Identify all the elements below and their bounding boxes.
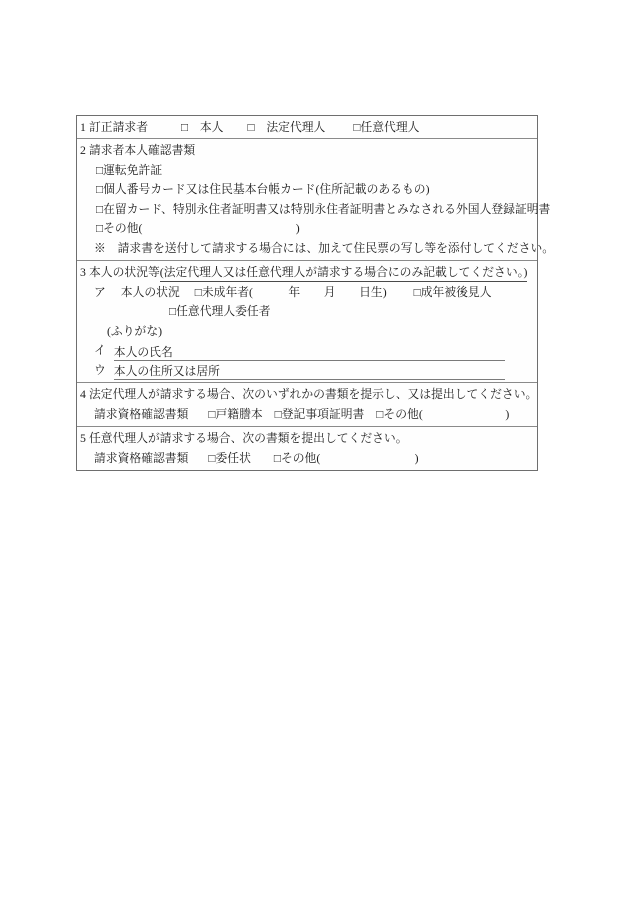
form-row-voluntary-representative [77, 426, 537, 470]
checkbox-option-principal[interactable]: □ 本人 [180, 120, 224, 134]
mail-request-note: ※ 請求書を送付して請求する場合には、加えて住民票の写し等を添付してください。 [94, 240, 555, 255]
checkbox-voluntary-agent-delegator[interactable]: □任意代理人委任者 [169, 304, 271, 318]
principal-name-field[interactable]: 本人の氏名 [114, 343, 505, 361]
principal-address-field[interactable]: 本人の住所又は居所 [114, 362, 505, 380]
voluntary-representative-title: 任意代理人が請求する場合、次の書類を提出してください。 [89, 431, 408, 445]
form-row-identity-documents [77, 138, 555, 260]
form-row-legal-representative [77, 382, 537, 426]
row-number: 5 [80, 431, 86, 445]
checkbox-drivers-license[interactable]: □運転免許証 [96, 162, 163, 177]
checkbox-minor[interactable]: □未成年者( 年 月 日生) [194, 284, 387, 299]
situation-title-condition: (法定代理人又は任意代理人が請求する場合にのみ記載してください。) [160, 264, 528, 282]
checkbox-option-legal-representative[interactable]: □ 法定代理人 [247, 120, 326, 134]
checkbox-registration-certificate[interactable]: □登記事項証明書 [274, 406, 365, 421]
row-number: 1 [80, 120, 86, 134]
situation-title: 本人の状況等 [89, 265, 160, 279]
checkbox-other-qualification[interactable]: □その他( ) [376, 406, 510, 421]
legal-representative-title: 法定代理人が請求する場合、次のいずれかの書類を提示し、又は提出してください。 [89, 387, 538, 401]
checkbox-residence-card[interactable]: □在留カード、特別永住者証明書又は特別永住者証明書とみなされる外国人登録証明書 [96, 201, 551, 216]
identity-documents-title: 請求者本人確認書類 [89, 143, 196, 157]
requester-title: 訂正請求者 [89, 120, 148, 134]
checkbox-power-of-attorney[interactable]: □委任状 [208, 450, 251, 465]
form-row-requester [77, 116, 537, 138]
furigana-label: (ふりがな) [107, 323, 163, 338]
form-row-principal-situation [77, 260, 537, 382]
row-number: 4 [80, 387, 86, 401]
checkbox-other-document[interactable]: □その他( ) [96, 221, 300, 235]
item-letter-u: ウ [94, 362, 106, 377]
row-number: 2 [80, 143, 86, 157]
item-letter-a: ア [94, 284, 106, 299]
checkbox-my-number-card[interactable]: □個人番号カード又は住民基本台帳カード(住所記載のあるもの) [96, 182, 430, 196]
correction-request-form-table [76, 115, 555, 471]
item-letter-i: イ [94, 343, 106, 357]
row-number: 3 [80, 265, 86, 279]
checkbox-option-voluntary-representative[interactable]: □任意代理人 [353, 120, 420, 134]
checkbox-family-register[interactable]: □戸籍謄本 [208, 406, 263, 421]
checkbox-adult-ward[interactable]: □成年被後見人 [413, 284, 492, 299]
principal-status-label: 本人の状況 [120, 284, 180, 299]
qualification-documents-label: 請求資格確認書類 [94, 406, 189, 421]
checkbox-other-qualification[interactable]: □その他( ) [273, 450, 419, 465]
qualification-documents-label: 請求資格確認書類 [94, 450, 189, 465]
